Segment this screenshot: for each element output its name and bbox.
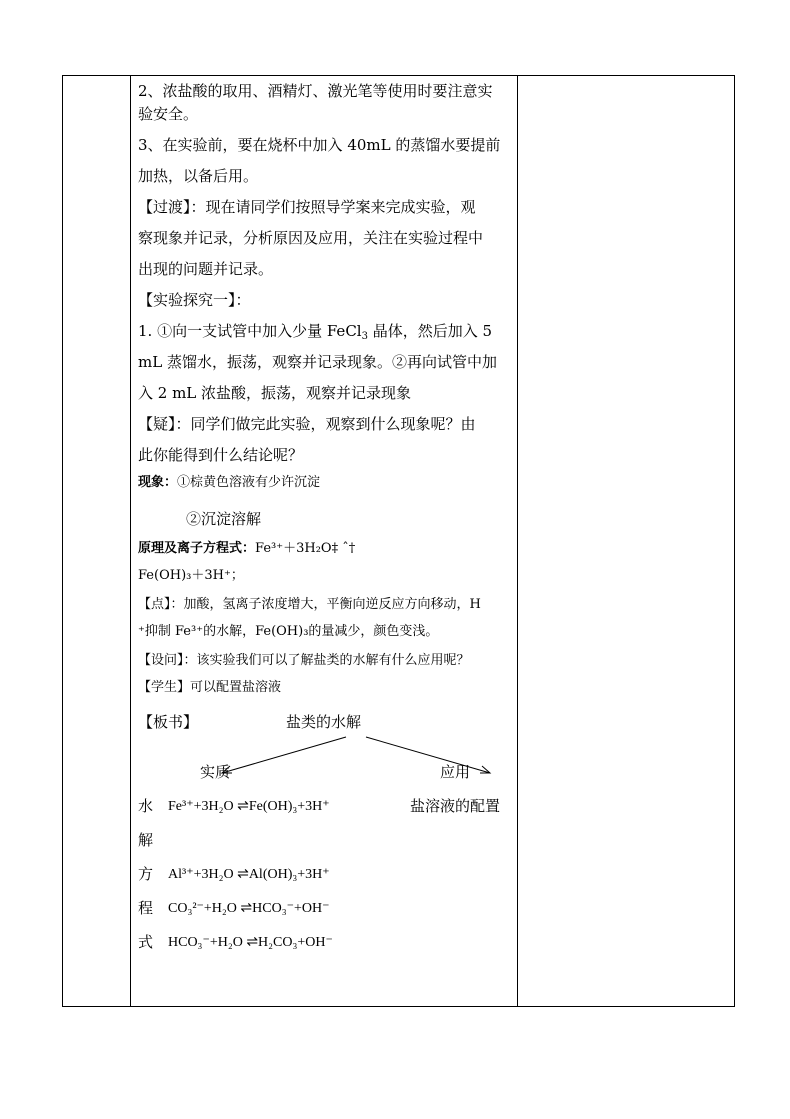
principle-equation: Fe³⁺＋3H₂O‡ ˆ† [255,541,356,556]
lesson-content [138,80,512,965]
phenomenon-text: ①棕黄色溶液有少许沉淀 [177,475,321,490]
equation-row-char: 水 [138,797,154,815]
column-divider-right [517,75,518,1007]
text-line: ⁺抑制 Fe³⁺的水解，Fe(OH)₃的量减少，颜色变浅。 [138,624,439,639]
text-line: 【疑】：同学们做完此实验，观察到什么现象呢？由 [138,415,476,433]
principle-equation-continued: Fe(OH)₃＋3H⁺； [138,568,244,583]
equation-row-char: 式 [138,933,154,951]
text-fragment: 晶体，然后加入 5 [367,322,493,340]
board-essence: 实质 [200,763,231,781]
text-line [138,320,512,343]
phenomenon-label: 现象： [138,475,178,490]
equation-text: Al³⁺+3H₂O ⇌Al(OH)₃+3H⁺ [168,867,330,882]
equation-text: HCO₃⁻+H₂O ⇌H₂CO₃+OH⁻ [168,935,333,950]
column-divider-left [130,75,131,1007]
principle-label: 原理及离子方程式： [138,541,256,556]
board-application: 应用 [440,763,471,781]
equation-note: 盐溶液的配置 [410,797,501,815]
phenomenon-line-2: ②沉淀溶解 [186,510,262,528]
equation-row [138,931,512,965]
text-line: 察现象并记录，分析原因及应用，关注在实验过程中 [138,229,484,247]
phenomenon-line [138,471,512,494]
text-line: 【实验探究一】： [138,291,251,309]
text-line: 验安全。 [138,105,199,123]
subscript: 3 [361,331,368,342]
equation-row-char: 程 [138,899,154,917]
principle-line [138,537,512,560]
blackboard-section [138,711,512,965]
board-title: 盐类的水解 [286,713,362,731]
equation-row-char: 方 [138,865,154,883]
text-line: 【设问】：该实验我们可以了解盐类的水解有什么应用呢？ [138,653,470,668]
equation-row [138,897,512,931]
text-line: 【学生】可以配置盐溶液 [138,680,282,695]
text-line: 加热，以备后用。 [138,167,259,185]
text-line: 2、浓盐酸的取用、酒精灯、激光笔等使用时要注意实 [138,82,493,100]
text-line: 【点】：加酸，氢离子浓度增大，平衡向逆反应方向移动，H [138,597,481,612]
text-line: 出现的问题并记录。 [138,260,274,278]
text-fragment: 1. ①向一支试管中加入少量 FeCl [138,322,362,340]
text-line: 此你能得到什么结论呢？ [138,446,304,464]
equation-row-char: 解 [138,831,154,849]
text-line: 入 2 mL 浓盐酸，振荡，观察并记录现象 [138,384,412,402]
equation-text: Fe³⁺+3H₂O ⇌Fe(OH)₃+3H⁺ [168,799,330,814]
equation-text: CO₃²⁻+H₂O ⇌HCO₃⁻+OH⁻ [168,901,330,916]
text-line: 【过渡】：现在请同学们按照导学案来完成实验，观 [138,198,476,216]
equation-rows [138,795,512,965]
text-line: mL 蒸馏水，振荡，观察并记录现象。②再向试管中加 [138,353,497,371]
equation-row [138,863,512,897]
board-label: 【板书】 [138,713,199,731]
text-line: 3、在实验前，要在烧杯中加入 40mL 的蒸馏水要提前 [138,136,501,154]
equation-row [138,829,512,863]
equation-row [138,795,512,829]
